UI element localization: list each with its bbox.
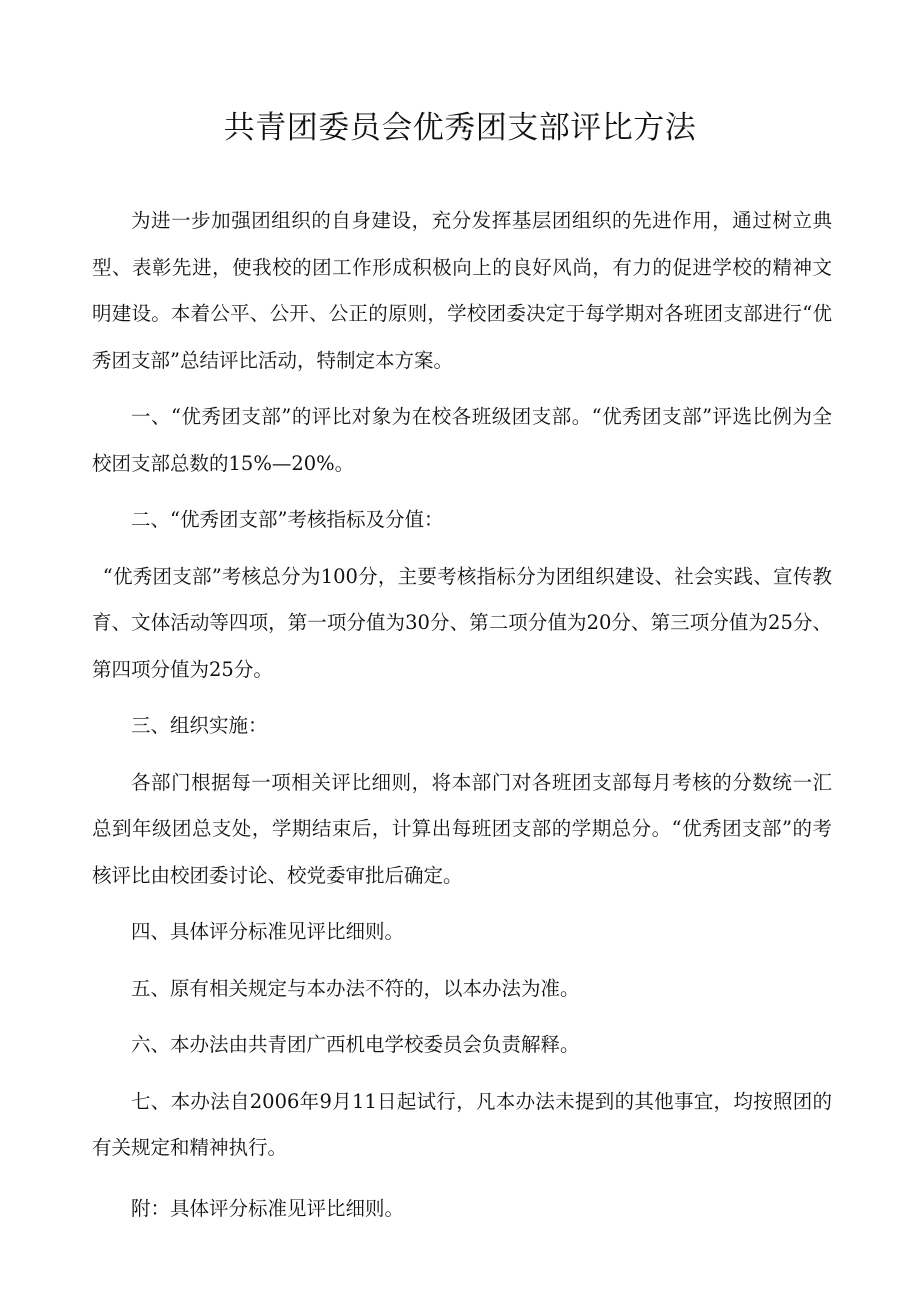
document-title: 共青团委员会优秀团支部评比方法: [223, 110, 697, 146]
document-body: [92, 198, 832, 1232]
paragraph-item-2-heading: 二、“优秀团支部”考核指标及分值：: [131, 508, 444, 531]
paragraph-item-2-detail: “优秀团支部”考核总分为100分，主要考核指标分为团组织建设、社会实践、宣传教育、文体活动等四项，第一项分值为30分、第二项分值为20分、第三项分值为25分、第四项分值为25分。: [92, 564, 832, 681]
paragraph-item-4: 四、具体评分标准见评比细则。: [131, 920, 405, 943]
paragraph-item-1: 一、“优秀团支部”的评比对象为在校各班级团支部。“优秀团支部”评选比例为全校团支部总数的15%—20%。: [92, 405, 832, 475]
paragraph-intro: 为进一步加强团组织的自身建设，充分发挥基层团组织的先进作用，通过树立典型、表彰先进，使我校的团工作形成积极向上的良好风尚，有力的促进学校的精神文明建设。本着公平、公开、公正的原则，学校团委决定于每学期对各班团支部进行“优秀团支部”总结评比活动，特制定本方案。: [92, 209, 832, 372]
paragraph-item-3-heading: 三、组织实施：: [131, 714, 268, 737]
paragraph-item-3-detail: 各部门根据每一项相关评比细则，将本部门对各班团支部每月考核的分数统一汇总到年级团总支处，学期结束后，计算出每班团支部的学期总分。“优秀团支部”的考核评比由校团委讨论、校党委审批后确定。: [92, 770, 832, 887]
paragraph-item-5: 五、原有相关规定与本办法不符的，以本办法为准。: [131, 976, 580, 1000]
paragraph-appendix: 附：具体评分标准见评比细则。: [131, 1196, 405, 1220]
paragraph-item-6: 六、本办法由共青团广西机电学校委员会负责解释。: [131, 1033, 580, 1056]
paragraph-item-7: 七、本办法自2006年9月11日起试行，凡本办法未提到的其他事宜，均按照团的有关规定和精神执行。: [92, 1089, 832, 1159]
